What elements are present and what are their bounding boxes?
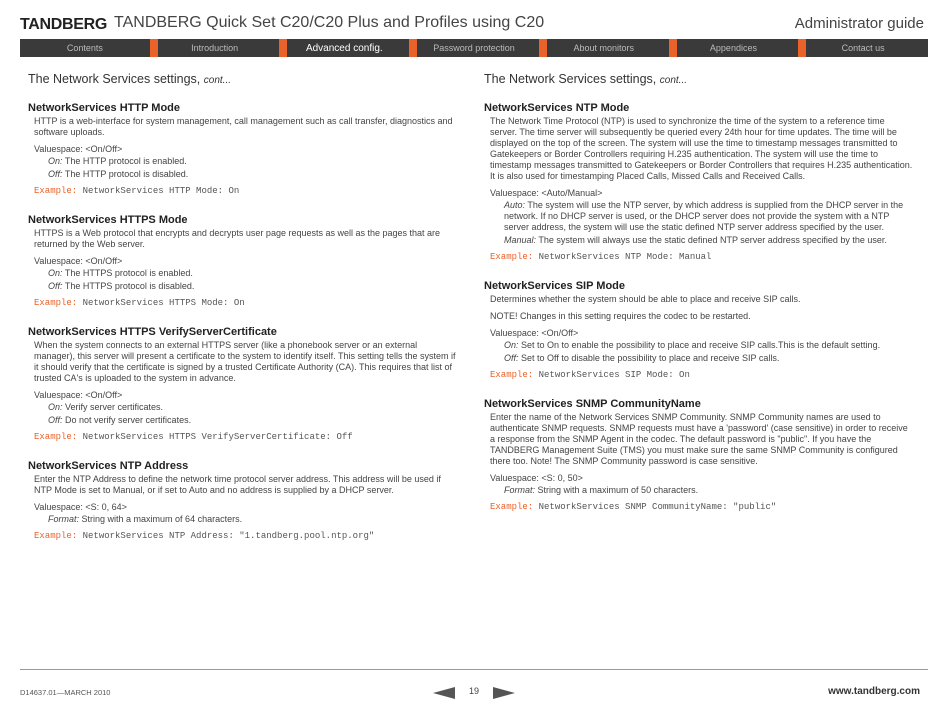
nav-bar xyxy=(20,39,928,57)
option-text: String with a maximum of 50 characters. xyxy=(537,485,699,495)
option-text: The HTTPS protocol is disabled. xyxy=(64,281,195,291)
option-key: Format: xyxy=(504,485,536,495)
page-header xyxy=(20,14,928,36)
tab-label: Contents xyxy=(66,43,103,53)
tab-introduction[interactable] xyxy=(150,39,280,57)
tab-label: Appendices xyxy=(709,43,757,53)
setting-title: NetworkServices SIP Mode xyxy=(484,280,626,292)
setting-option xyxy=(504,235,914,246)
example-text: NetworkServices HTTPS VerifyServerCertificate: Off xyxy=(82,432,353,442)
option-key: Off: xyxy=(48,169,63,179)
tab-label: Advanced config. xyxy=(305,43,383,54)
setting-description: Determines whether the system should be able to place and receive SIP calls. xyxy=(490,294,801,304)
tab-separator xyxy=(798,39,806,57)
setting-option xyxy=(48,415,458,426)
option-text: Set to Off to disable the possibility to place and receive SIP calls. xyxy=(521,353,780,363)
example-label: Example: xyxy=(490,370,534,380)
setting-title: NetworkServices HTTP Mode xyxy=(28,102,181,114)
setting-sip-mode xyxy=(484,280,914,380)
setting-valuespace: Valuespace: <On/Off> xyxy=(490,328,579,338)
option-key: Off: xyxy=(504,353,519,363)
tab-label: About monitors xyxy=(573,43,634,53)
right-column xyxy=(484,72,914,530)
document-title: TANDBERG Quick Set C20/C20 Plus and Profiles using C20 xyxy=(114,14,545,31)
option-text: String with a maximum of 64 characters. xyxy=(81,514,243,524)
option-key: Off: xyxy=(48,281,63,291)
setting-description: HTTPS is a Web protocol that encrypts and decrypts user page requests as well as the pages that are returned by the Web server. xyxy=(34,228,441,249)
setting-description: When the system connects to an external HTTPS server (like a phonebook server or an external manager), this server will present a certificate to the system to identify itself. This setting tells the system if it should verify that the certificate is signed by a trusted Certificate Authority (CA). This requires that list of trusted CA's is uploaded to the system in advance. xyxy=(34,340,456,383)
setting-ntp-mode xyxy=(484,102,914,262)
setting-title: NetworkServices HTTPS VerifyServerCertificate xyxy=(28,326,277,338)
option-text: The system will use the NTP server, by which address is supplied from the DHCP server in the network. If no DHCP server is used, or the DHCP server does not provide the system with a NTP server address, the system will use the static defined NTP server address specified by the user. xyxy=(504,200,904,232)
section-cont: cont... xyxy=(203,75,232,86)
section-heading xyxy=(28,72,458,86)
option-text: The HTTP protocol is disabled. xyxy=(64,169,189,179)
setting-valuespace: Valuespace: <On/Off> xyxy=(34,390,123,400)
setting-example xyxy=(34,432,458,442)
tab-separator xyxy=(150,39,158,57)
tab-label: Password protection xyxy=(433,43,515,53)
setting-https-verify-server-certificate xyxy=(28,326,458,442)
section-heading-text: The Network Services settings, xyxy=(28,72,201,86)
example-label: Example: xyxy=(34,298,78,308)
setting-option xyxy=(48,402,458,413)
setting-snmp-community-name xyxy=(484,398,914,512)
section-heading-text: The Network Services settings, xyxy=(484,72,657,86)
setting-example xyxy=(34,531,458,541)
setting-example xyxy=(490,370,914,380)
tab-label: Introduction xyxy=(191,43,239,53)
page-number: 19 xyxy=(469,686,480,696)
option-key: On: xyxy=(504,340,519,350)
setting-title: NetworkServices HTTPS Mode xyxy=(28,214,188,226)
setting-example xyxy=(490,502,914,512)
setting-valuespace: Valuespace: <On/Off> xyxy=(34,256,123,266)
example-text: NetworkServices NTP Address: "1.tandberg.pool.ntp.org" xyxy=(82,531,375,541)
setting-title: NetworkServices NTP Mode xyxy=(484,102,630,114)
option-key: Manual: xyxy=(504,235,537,245)
tandberg-logo: TANDBERG xyxy=(20,16,108,33)
tab-advanced-config[interactable] xyxy=(279,39,409,57)
previous-page-arrow-icon[interactable] xyxy=(433,687,455,699)
setting-https-mode xyxy=(28,214,458,308)
setting-option xyxy=(48,514,458,525)
option-key: Off: xyxy=(48,415,63,425)
website-link[interactable]: www.tandberg.com xyxy=(828,686,920,697)
setting-title: NetworkServices NTP Address xyxy=(28,460,189,472)
setting-option xyxy=(48,169,458,180)
setting-example xyxy=(34,186,458,196)
option-key: Format: xyxy=(48,514,80,524)
setting-example xyxy=(34,298,458,308)
setting-description: Enter the NTP Address to define the network time protocol server address. This address will be used if NTP Mode is set to Manual, or if set to Auto and no address is supplied by a DHCP server. xyxy=(34,474,441,495)
option-key: On: xyxy=(48,268,63,278)
example-label: Example: xyxy=(34,432,78,442)
tab-contents[interactable] xyxy=(20,39,150,57)
left-column xyxy=(28,72,458,559)
tab-separator xyxy=(279,39,287,57)
setting-option xyxy=(504,200,914,233)
section-heading xyxy=(484,72,914,86)
tab-separator xyxy=(669,39,677,57)
setting-example xyxy=(490,252,914,262)
tab-separator xyxy=(539,39,547,57)
example-text: NetworkServices NTP Mode: Manual xyxy=(538,252,712,262)
tab-contact-us[interactable] xyxy=(798,39,928,57)
option-text: The system will always use the static defined NTP server address specified by the user. xyxy=(538,235,887,245)
setting-option xyxy=(504,340,914,351)
setting-http-mode xyxy=(28,102,458,196)
option-text: Do not verify server certificates. xyxy=(65,415,192,425)
example-label: Example: xyxy=(34,531,78,541)
setting-description: The Network Time Protocol (NTP) is used to synchronize the time of the system to a reference time server. The time server will subsequently be queried every 24th hour for time updates. The time will be displayed on the top of the screen. The system will use the time to timestamp messages transmitted to Gatekeepers or Border Controllers requiring H.235 authentication. The system will use the time to timestamp messages transmitted to Gatekeepers or Border Controllers that requires H.235 authentication. It is also used for timestamping Placed Calls, Missed Calls and Received Calls. xyxy=(490,116,913,181)
setting-option xyxy=(504,353,914,364)
option-text: The HTTP protocol is enabled. xyxy=(64,156,187,166)
setting-valuespace: Valuespace: <S: 0, 64> xyxy=(34,502,127,512)
setting-valuespace: Valuespace: <S: 0, 50> xyxy=(490,473,583,483)
tab-password-protection[interactable] xyxy=(409,39,539,57)
option-text: Set to On to enable the possibility to place and receive SIP calls.This is the default setting. xyxy=(521,340,881,350)
example-text: NetworkServices SIP Mode: On xyxy=(538,370,690,380)
setting-ntp-address xyxy=(28,460,458,541)
tab-separator xyxy=(409,39,417,57)
setting-option xyxy=(48,156,458,167)
example-label: Example: xyxy=(490,502,534,512)
option-text: Verify server certificates. xyxy=(65,402,164,412)
example-label: Example: xyxy=(34,186,78,196)
tab-label: Contact us xyxy=(841,43,885,53)
example-text: NetworkServices HTTP Mode: On xyxy=(82,186,240,196)
setting-title: NetworkServices SNMP CommunityName xyxy=(484,398,701,410)
guide-name: Administrator guide xyxy=(794,15,924,32)
example-text: NetworkServices HTTPS Mode: On xyxy=(82,298,245,308)
section-cont: cont... xyxy=(659,75,688,86)
setting-option xyxy=(504,485,914,496)
setting-option xyxy=(48,268,458,279)
setting-note: NOTE! Changes in this setting requires the codec to be restarted. xyxy=(490,311,751,321)
tab-appendices[interactable] xyxy=(669,39,799,57)
next-page-arrow-icon[interactable] xyxy=(493,687,515,699)
option-key: On: xyxy=(48,156,63,166)
setting-valuespace: Valuespace: <On/Off> xyxy=(34,144,123,154)
setting-valuespace: Valuespace: <Auto/Manual> xyxy=(490,188,603,198)
option-key: On: xyxy=(48,402,63,412)
example-label: Example: xyxy=(490,252,534,262)
footer-divider xyxy=(20,669,928,670)
example-text: NetworkServices SNMP CommunityName: "public" xyxy=(538,502,777,512)
tab-about-monitors[interactable] xyxy=(539,39,669,57)
setting-description: HTTP is a web-interface for system management, call management such as call transfer, diagnostics and software uploads. xyxy=(34,116,453,137)
option-text: The HTTPS protocol is enabled. xyxy=(64,268,193,278)
setting-description: Enter the name of the Network Services SNMP Community. SNMP Community names are used to authenticate SNMP requests. SNMP requests must have a 'password' (case sensitive) in order to receive a response from the SNMP Agent in the codec. The default password is "public". If you have the TANDBERG Management Suite (TMS) you must make sure the same SNMP Community is configured there too. Note! The SNMP Community password is case sensitive. xyxy=(490,412,908,466)
option-key: Auto: xyxy=(504,200,526,210)
setting-option xyxy=(48,281,458,292)
document-id: D14637.01—MARCH 2010 xyxy=(20,688,111,697)
